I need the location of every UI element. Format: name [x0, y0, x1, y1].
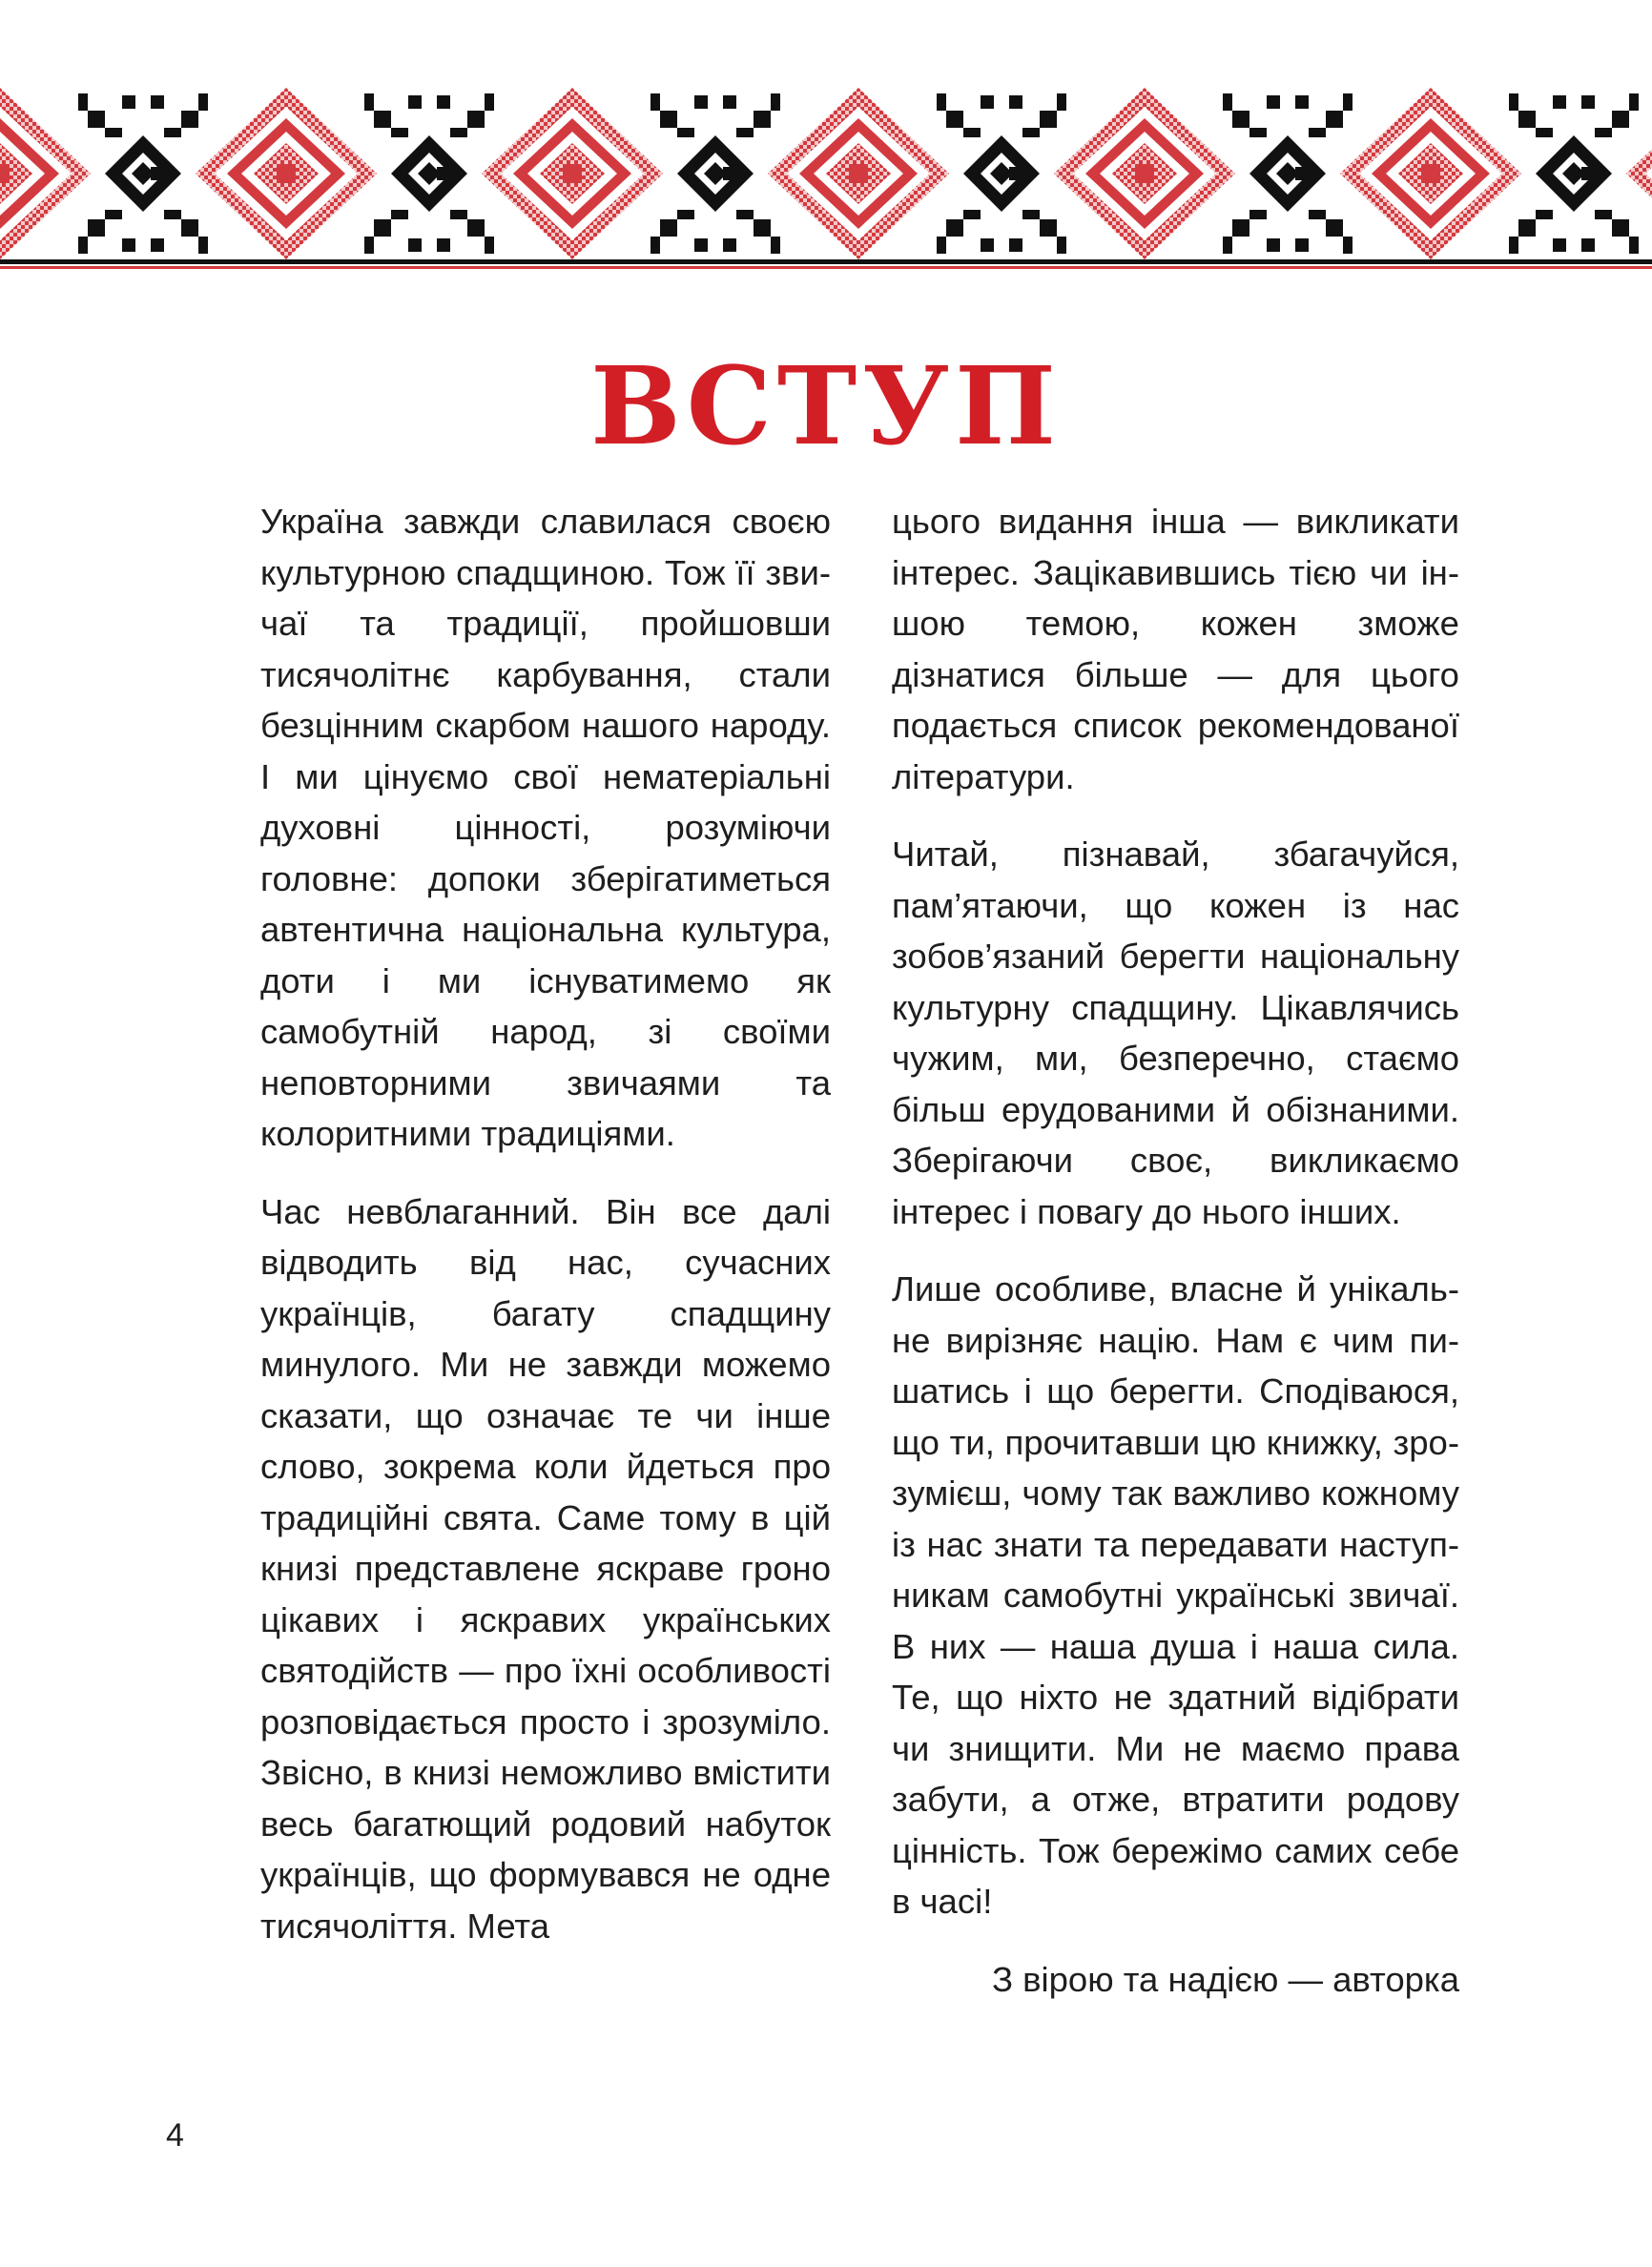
- page-number: 4: [166, 2117, 184, 2154]
- page-title: ВСТУП: [590, 344, 1062, 469]
- text-column-left: [260, 496, 831, 1978]
- embroidery-border-icon: [0, 76, 1652, 272]
- paragraph: Україна завжди славилася своєю культурною спадщиною. Тож її звичаї та традиції, пройшовши тисячолітнє карбування, стали безцінним скарбом нашого народу. І ми цінуємо свої нематеріальні духовні цінності, розуміючи головне: допоки зберігатиметься автентична національна культура, доти і ми існуватимемо як самобутній народ, зі своїми неповторними звичаями та колоритними традиціями.: [260, 502, 831, 1153]
- author-signature: З вірою та надією — авторка: [991, 1959, 1459, 1999]
- paragraph: Час невблаганний. Він все далі відводить від нас, сучасних українців, багату спадщину минулого. Ми не завжди можемо сказати, що означає те чи інше слово, зокрема коли йдеться про традиційні свята. Саме тому в цій книзі представлене яскраве гроно цікавих і яскравих українських святодійств — про їхні особливості розповідається просто і зрозуміло. Звісно, в книзі неможливо вмістити весь багатющий родовий набуток українців, що формувався не одне тисячоліття. Мета: [260, 1191, 831, 1946]
- paragraph: цього видання інша — викликати інтерес. Зацікавившись тією чи іншою темою, кожен зможе дізнатися більше — для цього подається список рекомендованої літератури.: [892, 502, 1459, 796]
- paragraph: Читай, пізнавай, збагачуйся, пам’ятаючи, що кожен із нас зобов’язаний берегти національну культурну спадщину. Цікавлячись чужим, ми, безперечно, стаємо більш ерудованими й обізнаними. Зберігаючи своє, викликаємо інтерес і повагу до нього інших.: [892, 835, 1459, 1231]
- text-column-right: [892, 496, 1459, 2031]
- paragraph: Лише особливе, власне й унікальне вирізняє націю. Нам є чим пишатись і що берегти. Сподіваюся, що ти, прочитавши цю книжку, зрозумієш, чому так важливо кожному із нас знати та передавати наступникам самобутні українські звичаї. В них — наша душа і наша сила. Те, що ніхто не здатний відібрати чи знищити. Ми не маємо права забути, а отже, втратити родову цінність. Тож бережімо самих себе в часі!: [892, 1269, 1459, 1921]
